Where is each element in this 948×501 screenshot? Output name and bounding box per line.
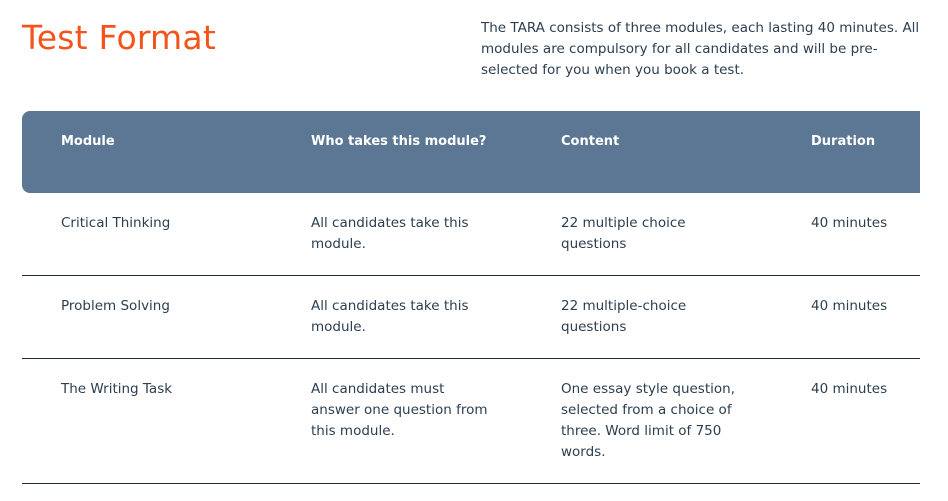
cell-content: One essay style question, selected from a choice of three. Word limit of 750 words. <box>561 381 735 460</box>
table-row <box>22 359 920 484</box>
test-format-table <box>22 111 920 484</box>
cell-module: Critical Thinking <box>61 215 171 231</box>
header-module: Module <box>61 134 115 149</box>
header-content: Content <box>561 134 620 149</box>
cell-module: Problem Solving <box>61 298 170 314</box>
cell-content: 22 multiple-choice questions <box>561 298 687 335</box>
header-duration: Duration <box>811 134 876 149</box>
cell-duration: 40 minutes <box>811 215 888 231</box>
table-row <box>22 276 920 359</box>
cell-content: 22 multiple choice questions <box>561 215 686 252</box>
cell-who-takes: All candidates take this module. <box>311 215 469 252</box>
cell-duration: 40 minutes <box>811 381 888 397</box>
cell-who-takes: All candidates take this module. <box>311 298 469 335</box>
table-header <box>22 111 920 193</box>
table-row <box>22 193 920 276</box>
intro-paragraph: The TARA consists of three modules, each lasting 40 minutes. All modules are compulsory for all candidates and will be pre-selected for you when you book a test. <box>481 20 920 78</box>
page-title: Test Format <box>22 18 216 57</box>
cell-duration: 40 minutes <box>811 298 888 314</box>
cell-module: The Writing Task <box>61 381 173 397</box>
header-who-takes: Who takes this module? <box>311 134 487 149</box>
cell-who-takes: All candidates must answer one question from this module. <box>311 381 488 439</box>
